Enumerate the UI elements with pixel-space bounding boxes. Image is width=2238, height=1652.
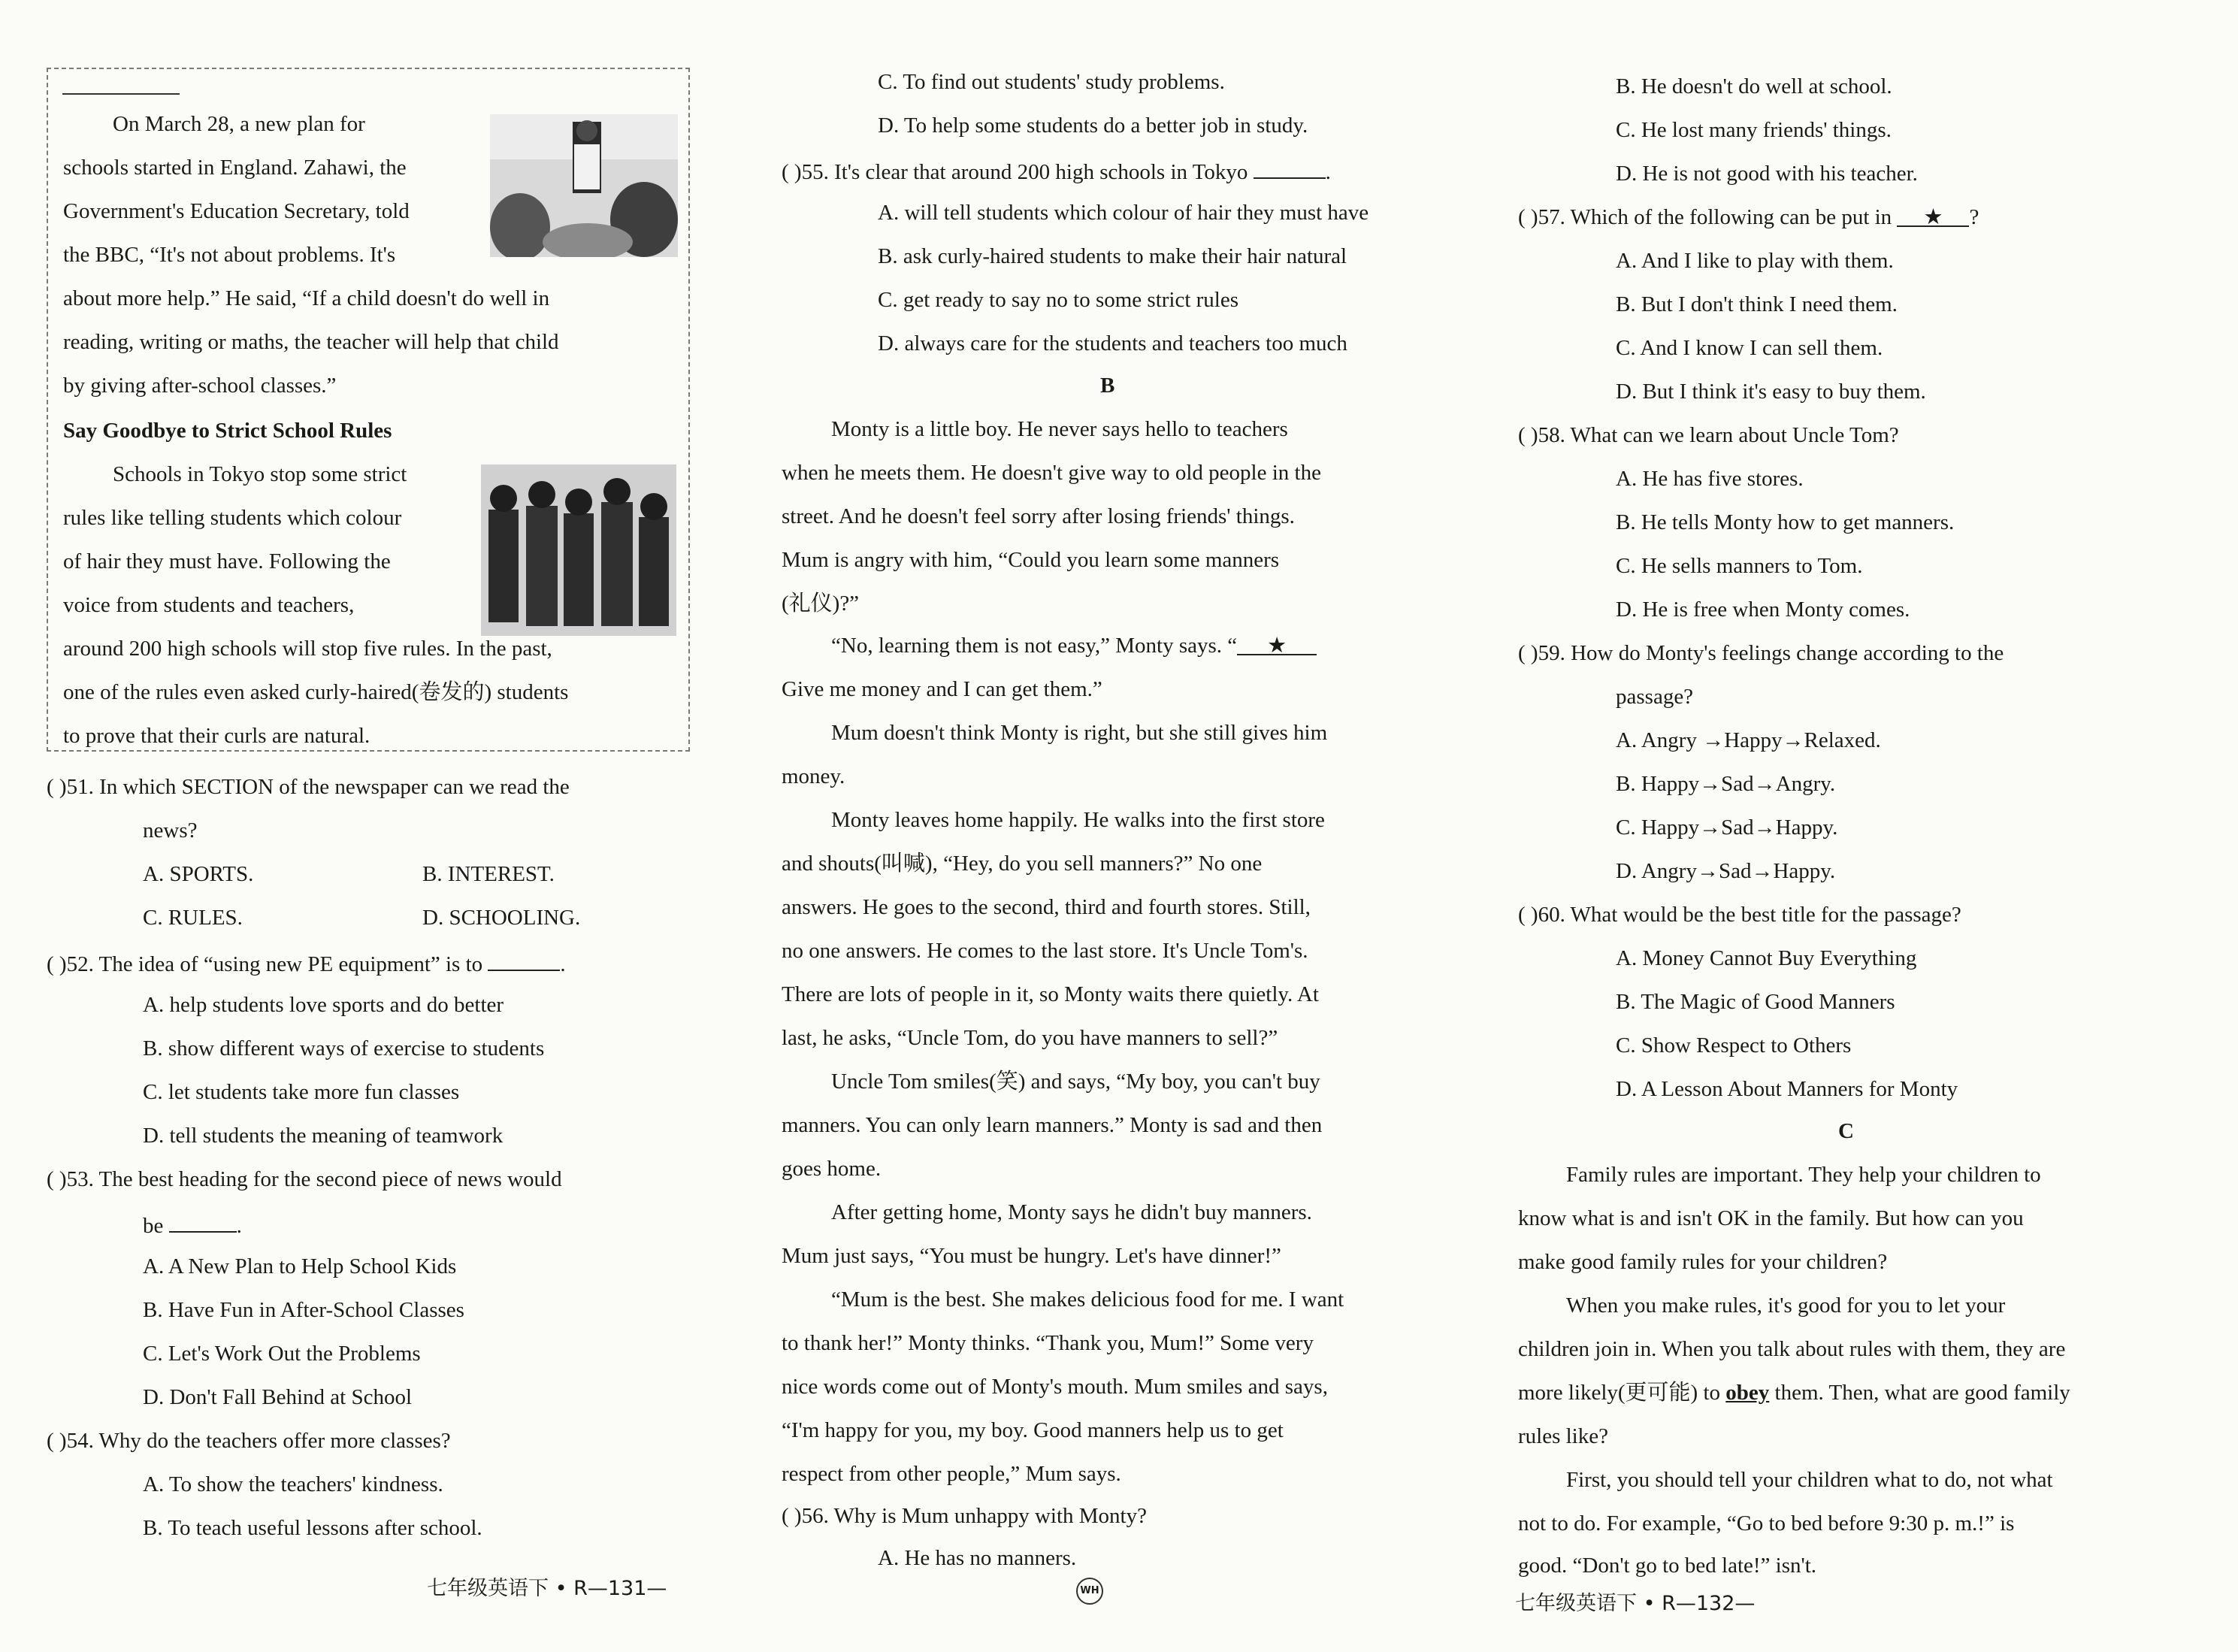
option-a: A. He has five stores.	[1616, 467, 1804, 491]
news2-heading: Say Goodbye to Strict School Rules	[63, 419, 392, 443]
option-a: A. A New Plan to Help School Kids	[143, 1254, 457, 1278]
story-line: Mum doesn't think Monty is right, but she still gives him	[831, 721, 1328, 745]
publisher-logo: WH	[1076, 1578, 1103, 1605]
section-c-label: C	[1838, 1119, 1854, 1143]
story-line: respect from other people,” Mum says.	[782, 1462, 1121, 1486]
section-rule	[62, 93, 180, 95]
story-line: Monty leaves home happily. He walks into the first store	[831, 808, 1325, 832]
passage-line: rules like?	[1518, 1424, 1608, 1448]
news2-line: of hair they must have. Following the	[63, 549, 391, 573]
passage-line: Family rules are important. They help your children to	[1566, 1163, 2041, 1187]
news2-line: one of the rules even asked curly-haired(卷发的) students	[63, 680, 569, 704]
story-line: After getting home, Monty says he didn't buy manners.	[831, 1200, 1312, 1224]
story-line: no one answers. He comes to the last store. It's Uncle Tom's.	[782, 939, 1308, 963]
option-c: C. He lost many friends' things.	[1616, 118, 1892, 142]
question-54: ( )54. Why do the teachers offer more classes?	[47, 1429, 451, 1453]
passage-line: know what is and isn't OK in the family. But how can you	[1518, 1206, 2024, 1230]
news1-line: about more help.” He said, “If a child doesn't do well in	[63, 286, 550, 310]
option-c: C. Happy→Sad→Happy.	[1616, 815, 1838, 840]
option-b: B. Happy→Sad→Angry.	[1616, 772, 1836, 796]
option-d: D. Angry→Sad→Happy.	[1616, 859, 1836, 883]
page-footer-left: 七年级英语下 • R—131—	[427, 1577, 667, 1600]
news2-line: rules like telling students which colour	[63, 506, 402, 530]
option-b: B. To teach useful lessons after school.	[143, 1516, 482, 1540]
news1-line: the BBC, “It's not about problems. It's	[63, 243, 396, 267]
option-c: C. let students take more fun classes	[143, 1080, 460, 1104]
option-a: A. Money Cannot Buy Everything	[1616, 946, 1917, 970]
news2-line: to prove that their curls are natural.	[63, 724, 370, 748]
option-d: D. To help some students do a better job in study.	[878, 113, 1308, 138]
story-line: (礼仪)?”	[782, 592, 860, 616]
option-d: D. He is free when Monty comes.	[1616, 598, 1910, 622]
news2-line: voice from students and teachers,	[63, 593, 355, 617]
option-d: D. tell students the meaning of teamwork	[143, 1124, 504, 1148]
option-b: B. INTEREST.	[422, 862, 555, 886]
option-b: B. The Magic of Good Manners	[1616, 990, 1895, 1014]
question-53: ( )53. The best heading for the second piece of news would	[47, 1167, 562, 1191]
story-line: money.	[782, 764, 845, 788]
option-b: B. ask curly-haired students to make their hair natural	[878, 244, 1347, 268]
star-icon: ★	[1923, 205, 1943, 229]
question-57: ( )57. Which of the following can be put in ★ ?	[1518, 205, 1979, 229]
classroom-photo	[490, 114, 678, 257]
option-a: A. help students love sports and do better	[143, 993, 504, 1017]
section-b-label: B	[1100, 374, 1115, 398]
option-a: A. Angry →Happy→Relaxed.	[1616, 728, 1881, 752]
passage-line: not to do. For example, “Go to bed before 9:30 p. m.!” is	[1518, 1511, 2015, 1536]
option-d: D. always care for the students and teachers too much	[878, 331, 1347, 356]
option-c: C. get ready to say no to some strict rules	[878, 288, 1239, 312]
passage-line: children join in. When you talk about rules with them, they are	[1518, 1337, 2066, 1361]
passage-line: good. “Don't go to bed late!” isn't.	[1518, 1554, 1817, 1578]
option-b: B. Have Fun in After-School Classes	[143, 1298, 464, 1322]
option-d: D. SCHOOLING.	[422, 906, 581, 930]
option-c: C. Show Respect to Others	[1616, 1033, 1852, 1057]
option-a: A. To show the teachers' kindness.	[143, 1472, 443, 1496]
option-c: C. And I know I can sell them.	[1616, 336, 1883, 360]
passage-line: First, you should tell your children what to do, not what	[1566, 1468, 2053, 1492]
option-d: D. He is not good with his teacher.	[1616, 162, 1918, 186]
story-line: Mum is angry with him, “Could you learn some manners	[782, 548, 1280, 572]
question-58: ( )58. What can we learn about Uncle Tom?	[1518, 423, 1899, 447]
option-a: A. And I like to play with them.	[1616, 249, 1894, 273]
question-56: ( )56. Why is Mum unhappy with Monty?	[782, 1504, 1147, 1528]
option-d: D. But I think it's easy to buy them.	[1616, 380, 1926, 404]
question-51: ( )51. In which SECTION of the newspaper can we read the	[47, 775, 570, 799]
question-60: ( )60. What would be the best title for the passage?	[1518, 903, 1961, 927]
underlined-word: obey	[1725, 1381, 1770, 1405]
option-a: A. SPORTS.	[143, 862, 254, 886]
story-line: goes home.	[782, 1157, 882, 1181]
passage-line: When you make rules, it's good for you to let your	[1566, 1293, 2006, 1318]
story-line: when he meets them. He doesn't give way to old people in the	[782, 461, 1321, 485]
story-line: Uncle Tom smiles(笑) and says, “My boy, you can't buy	[831, 1070, 1320, 1094]
story-line: “Mum is the best. She makes delicious food for me. I want	[831, 1287, 1344, 1312]
story-line: and shouts(叫喊), “Hey, do you sell manners?” No one	[782, 852, 1263, 876]
news1-line: by giving after-school classes.”	[63, 374, 337, 398]
option-c: C. RULES.	[143, 906, 243, 930]
news2-line: around 200 high schools will stop five rules. In the past,	[63, 637, 552, 661]
option-d: D. A Lesson About Manners for Monty	[1616, 1077, 1958, 1101]
story-line: There are lots of people in it, so Monty waits there quietly. At	[782, 982, 1319, 1006]
story-line: Give me money and I can get them.”	[782, 677, 1102, 701]
option-b: B. He tells Monty how to get manners.	[1616, 510, 1955, 534]
star-icon: ★	[1267, 634, 1287, 658]
story-line: nice words come out of Monty's mouth. Mum smiles and says,	[782, 1375, 1328, 1399]
news1-line: Government's Education Secretary, told	[63, 199, 410, 223]
question-59: ( )59. How do Monty's feelings change according to the	[1518, 641, 2004, 665]
story-line: Mum just says, “You must be hungry. Let's have dinner!”	[782, 1244, 1281, 1268]
question-line: be .	[143, 1210, 242, 1239]
question-52: ( )52. The idea of “using new PE equipment” is to .	[47, 949, 566, 977]
story-line: answers. He goes to the second, third and fourth stores. Still,	[782, 895, 1311, 919]
story-line: to thank her!” Monty thinks. “Thank you, Mum!” Some very	[782, 1331, 1314, 1355]
option-b: B. But I don't think I need them.	[1616, 292, 1898, 316]
story-line: manners. You can only learn manners.” Monty is sad and then	[782, 1113, 1323, 1137]
option-c: C. To find out students' study problems.	[878, 70, 1225, 94]
option-a: A. He has no manners.	[878, 1546, 1077, 1570]
option-d: D. Don't Fall Behind at School	[143, 1385, 413, 1409]
news2-line: Schools in Tokyo stop some strict	[113, 462, 407, 486]
students-photo	[481, 464, 676, 636]
question-line: news?	[143, 818, 198, 843]
story-line: Monty is a little boy. He never says hello to teachers	[831, 417, 1288, 441]
news1-line: On March 28, a new plan for	[113, 112, 365, 136]
passage-line: make good family rules for your children?	[1518, 1250, 1888, 1274]
question-55: ( )55. It's clear that around 200 high schools in Tokyo .	[782, 156, 1331, 185]
option-b: B. He doesn't do well at school.	[1616, 74, 1892, 98]
option-c: C. Let's Work Out the Problems	[143, 1342, 421, 1366]
story-line: “I'm happy for you, my boy. Good manners help us to get	[782, 1418, 1284, 1442]
option-b: B. show different ways of exercise to students	[143, 1036, 545, 1060]
option-c: C. He sells manners to Tom.	[1616, 554, 1863, 578]
story-line: last, he asks, “Uncle Tom, do you have manners to sell?”	[782, 1026, 1278, 1050]
news1-line: schools started in England. Zahawi, the	[63, 156, 407, 180]
news1-line: reading, writing or maths, the teacher will help that child	[63, 330, 559, 354]
passage-line: more likely(更可能) to obey them. Then, what are good family	[1518, 1381, 2070, 1405]
page-footer-right: 七年级英语下 • R—132—	[1515, 1592, 1756, 1615]
story-line: “No, learning them is not easy,” Monty says. “ ★	[831, 633, 1317, 658]
option-a: A. will tell students which colour of hair they must have	[878, 201, 1369, 225]
question-line: passage?	[1616, 685, 1694, 709]
story-line: street. And he doesn't feel sorry after losing friends' things.	[782, 504, 1295, 528]
